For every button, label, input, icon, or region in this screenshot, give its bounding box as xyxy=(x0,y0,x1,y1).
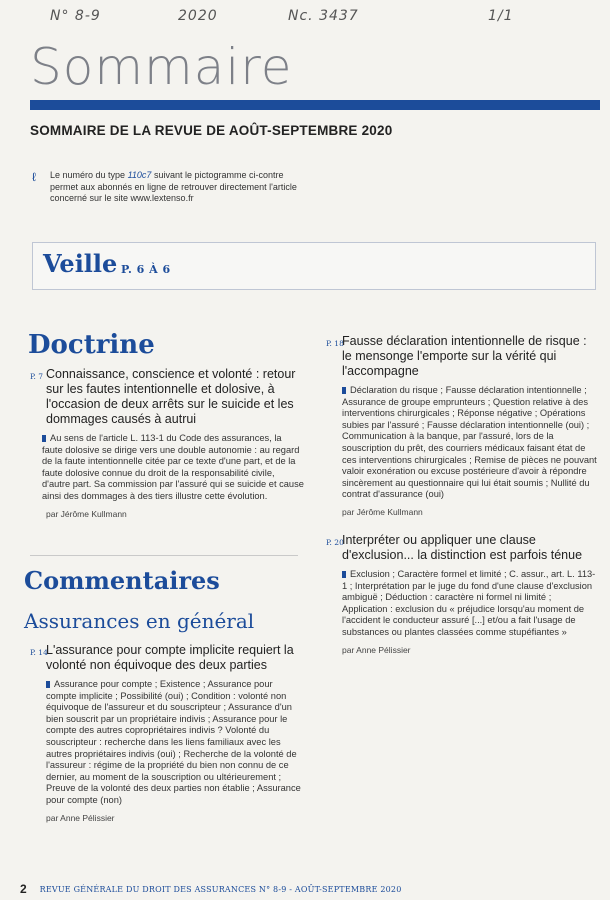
veille-section[interactable] xyxy=(32,242,596,290)
right-entry-2-title: Interpréter ou appliquer une clause d'exclusion... la distinction est parfois ténue xyxy=(342,533,583,562)
commentaires-body: Assurance pour compte ; Existence ; Assurance pour compte implicite ; Possibilité (oui) ; Condition : volonté non équivoque de l'assureur et du souscripteur ; Assurance d'un bien souscrit par un propriétaire indivis ; Assurance pour le compte des autres copropriétaires indivis ? Volonté du souscripteur : recherche dans les liens familiaux avec les autres propriétaires indivis (oui) ; Recherche de la volonté de l'assureur : régime de la propriété du bien non connu de ce dernier, au moment de la souscription ou ultérieurement ; Preuve de la volonté des deux parties non établie ; Assurance pour compte (non) xyxy=(46,679,301,805)
bullet-square-icon xyxy=(342,387,346,394)
right-entry-1-body: Déclaration du risque ; Fausse déclaration intentionnelle ; Assurance de groupe emprunteurs ; Question relative à des interventions chirurgicales ; Réponse négative ; Opérations subies par l'assuré ; Fausse déclaration intentionnelle (oui) ; Communication à la banque, par l'assuré, lors de la souscription du prêt, des courriers médicaux faisant état de ces interventions chirurgicales ; Remise de pièces ne pouvant valoir exonération ou excuse postérieure d'avoir à répondre sincèrement au questionnaire qui lui était soumis ; Nullité du contrat d'assurance (oui) xyxy=(342,385,597,500)
right-entry-1-summary xyxy=(342,385,598,501)
right-entry-1-author: par Jérôme Kullmann xyxy=(342,506,423,517)
commentaires-heading: Commentaires xyxy=(24,566,220,595)
commentaires-entry[interactable] xyxy=(46,643,302,823)
page-footer xyxy=(20,882,402,896)
commentaires-title: L'assurance pour compte implicite requiert la volonté non équivoque des deux parties xyxy=(46,643,294,672)
note-suffix: suivant le pictogramme ci-contre permet aux abonnés en ligne de retrouver directement l'article concerné sur le site www.lextenso.fr xyxy=(50,170,297,203)
issue-subtitle: SOMMAIRE DE LA REVUE DE AOÛT-SEPTEMBRE 2020 xyxy=(30,123,393,138)
commentaires-summary xyxy=(46,679,302,807)
note-prefix: Le numéro du type xyxy=(50,170,126,180)
doctrine-body: Au sens de l'article L. 113-1 du Code des assurances, la faute dolosive se dirige vers une double autonomie : au regard de la faute intentionnelle citée par ce texte d'une part, et de la faute dolosive connue du droit de la responsabilité civile, d'autre part. Sa commission par l'assuré qui se suicide et cause ainsi des dommages à des tiers illustre cette évolution. xyxy=(42,433,304,501)
right-entry-1-title: Fausse déclaration intentionnelle de risque : le mensonge l'emporte sur la vérité qui l'accompagne xyxy=(342,334,587,378)
footer-text: REVUE GÉNÉRALE DU DROIT DES ASSURANCES N° 8-9 - AOÛT-SEPTEMBRE 2020 xyxy=(39,885,402,894)
commentaires-author: par Anne Pélissier xyxy=(46,812,115,823)
right-entry-1[interactable] xyxy=(342,334,598,517)
lextenso-pictogram-icon: ℓ xyxy=(32,170,36,184)
bullet-square-icon xyxy=(342,571,346,578)
doctrine-entry[interactable] xyxy=(42,367,304,519)
doctrine-title: Connaissance, conscience et volonté : retour sur les fautes intentionnelle et dolosive, à l'occasion de deux arrêts sur le suicide et les dommages causés à autrui xyxy=(46,367,296,426)
doctrine-author: par Jérôme Kullmann xyxy=(46,508,127,519)
online-note xyxy=(50,170,310,205)
right-entry-2-author: par Anne Pélissier xyxy=(342,644,411,655)
note-code: 110c7 xyxy=(127,170,152,180)
commentaires-page: P. 14 xyxy=(30,648,48,657)
doctrine-summary xyxy=(42,433,304,503)
handwritten-page: 1/1 xyxy=(488,8,514,24)
title-bar xyxy=(30,100,600,110)
doctrine-page: P. 7 xyxy=(30,372,44,381)
right-entry-1-page: P. 18 xyxy=(326,339,344,348)
veille-label: Veille xyxy=(43,249,118,278)
handwritten-issue: N° 8-9 xyxy=(50,8,101,24)
bullet-square-icon xyxy=(46,681,50,688)
page-title: Sommaire xyxy=(30,38,293,96)
handwritten-year: 2020 xyxy=(178,8,218,24)
handwritten-ref: Nc. 3437 xyxy=(288,8,359,24)
bullet-square-icon xyxy=(42,435,46,442)
footer-page-number: 2 xyxy=(20,882,27,896)
commentaires-subheading: Assurances en général xyxy=(24,609,255,633)
right-entry-2-page: P. 20 xyxy=(326,538,344,547)
right-entry-2-summary xyxy=(342,569,598,639)
section-divider xyxy=(30,555,298,556)
right-entry-2-body: Exclusion ; Caractère formel et limité ; C. assur., art. L. 113-1 ; Interprétation par le juge du fond d'une clause d'exclusion ambiguë ; Déduction : caractère ni formel ni limité ; Application : exclusion du « préjudice lorsqu'au moment de l'accident le conducteur assuré [...] et/ou a fait l'usage de substances ou plantes classées comme stupéfiantes » xyxy=(342,569,596,637)
veille-pages: P. 6 À 6 xyxy=(121,263,171,276)
doctrine-heading: Doctrine xyxy=(28,330,155,360)
right-entry-2[interactable] xyxy=(342,533,598,655)
